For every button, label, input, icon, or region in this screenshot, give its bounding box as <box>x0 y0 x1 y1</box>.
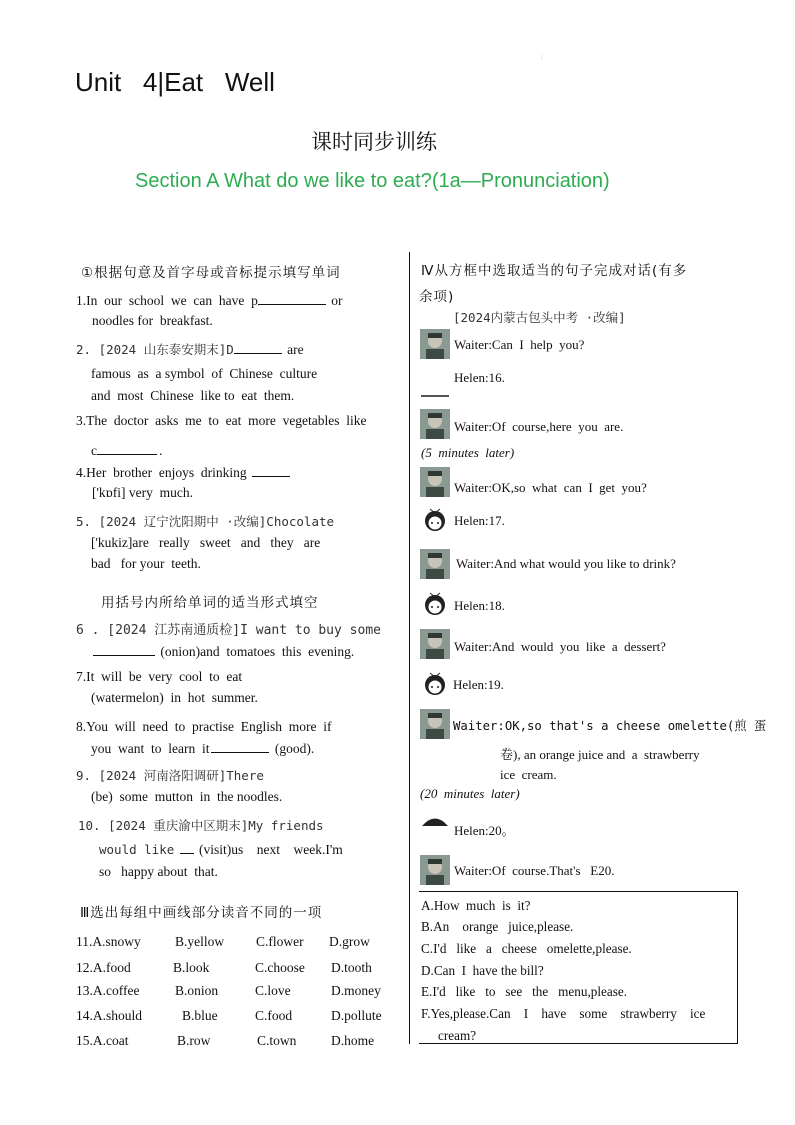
q1-line2: noodles for breakfast. <box>92 313 213 328</box>
q8-line2 <box>91 738 314 759</box>
q1-text: 1.In our school we can have p <box>76 293 258 308</box>
part4-heading: Ⅳ从方框中选取适当的句子完成对话(有多 <box>421 263 688 279</box>
choice-f: F.Yes,please.Can I have some strawberry ice <box>421 1006 706 1021</box>
choice-a: A.How much is it? <box>421 898 531 913</box>
waiter-avatar-icon <box>420 467 450 497</box>
choice-b: B.An orange juice,please. <box>421 919 574 934</box>
dialogue-13: Helen:20。 <box>454 823 515 838</box>
question-8: 8.You will need to practise English more if <box>76 719 332 734</box>
option-15d: D.home <box>331 1033 375 1048</box>
option-14b: B.blue <box>182 1008 218 1023</box>
q4-line2: ['kɒfi] very much. <box>92 485 193 500</box>
top-mark: : <box>541 53 543 61</box>
option-15a: 15.A.coat <box>76 1033 129 1048</box>
q9-line2: (be) some mutton in the noodles. <box>91 789 283 804</box>
q8-blank[interactable] <box>211 738 269 753</box>
q1-text-b: or <box>331 293 343 308</box>
part1-heading: ①根据句意及首字母或音标提示填写单词 <box>81 265 341 281</box>
option-15c: C.town <box>257 1033 297 1048</box>
question-2 <box>76 339 304 360</box>
choices-bottom-line <box>419 1043 738 1044</box>
q3-end: . <box>159 443 163 458</box>
waiter-avatar-icon <box>420 549 450 579</box>
q3-blank[interactable] <box>97 440 157 455</box>
waiter-avatar-icon <box>420 409 450 439</box>
question-9: 9. [2024 河南洛阳调研]There <box>76 768 264 783</box>
dialogue-9: Waiter:And would you like a dessert? <box>454 639 666 654</box>
option-12b: B.look <box>173 960 210 975</box>
q4-blank[interactable] <box>252 462 290 477</box>
option-12d: D.tooth <box>331 960 372 975</box>
choice-c: C.I'd like a cheese omelette,please. <box>421 941 632 956</box>
q2-text-b: are <box>287 342 304 357</box>
waiter-avatar-icon <box>420 855 450 885</box>
question-10: 10. [2024 重庆渝中区期末]My friends <box>78 818 324 833</box>
option-11c: C.flower <box>256 934 304 949</box>
girl-avatar-icon <box>420 669 450 699</box>
q10-line3: so happy about that. <box>99 864 218 879</box>
part4-heading-line2: 余项) <box>419 289 455 305</box>
q3-line2 <box>91 440 162 461</box>
dialogue-11: Waiter:OK,so that's a cheese omelette(煎 蛋 <box>453 719 767 733</box>
question-7: 7.It will be very cool to eat <box>76 669 243 684</box>
q4-text: 4.Her brother enjoys drinking <box>76 465 247 480</box>
part3-heading: Ⅲ选出每组中画线部分读音不同的一项 <box>80 905 323 921</box>
dialogue-3: Waiter:Of course,here you are. <box>454 419 624 434</box>
q8-text-b: you want to learn it <box>91 741 210 756</box>
waiter-avatar-icon <box>420 629 450 659</box>
option-11b: B.yellow <box>175 934 225 949</box>
section-title: Section A What do we like to eat?(1a—Pronunciation) <box>135 170 610 192</box>
choice-e: E.I'd like to see the menu,please. <box>421 984 627 999</box>
dialogue-1: Waiter:Can I help you? <box>454 337 585 352</box>
q2-text: 2. [2024 山东泰安期末]D <box>76 342 234 357</box>
option-13c: C.love <box>255 983 291 998</box>
column-divider <box>409 252 410 1044</box>
option-11a: 11.A.snowy <box>76 934 141 949</box>
q5-line3: bad for your teeth. <box>91 556 201 571</box>
option-15b: B.row <box>177 1033 211 1048</box>
q5-line2: ['kukiz]are really sweet and they are <box>91 535 321 550</box>
choice-d: D.Can I have the bill? <box>421 963 544 978</box>
unit-title: Unit 4|Eat Well <box>75 67 275 97</box>
option-12c: C.choose <box>255 960 305 975</box>
page-subtitle: 课时同步训练 <box>311 130 437 154</box>
girl-avatar-icon <box>420 505 450 535</box>
dialogue-11-line3: ice cream. <box>500 767 557 782</box>
q8-text-c: (good). <box>274 741 315 756</box>
choice-f-line2: cream? <box>438 1028 477 1043</box>
option-13b: B.onion <box>175 983 219 998</box>
option-11d: D.grow <box>329 934 370 949</box>
q3-letter: c <box>91 443 97 458</box>
q2-line2: famous as a symbol of Chinese culture <box>91 366 318 381</box>
option-14c: C.food <box>255 1008 293 1023</box>
q2-blank[interactable] <box>234 339 282 354</box>
q10-text-c: (visit)us next week.I'm <box>199 842 343 857</box>
q1-blank[interactable] <box>258 290 326 305</box>
option-12a: 12.A.food <box>76 960 131 975</box>
dialogue-6: Helen:17. <box>454 513 505 528</box>
dialogue-4: (5 minutes later) <box>421 445 515 460</box>
option-14a: 14.A.should <box>76 1008 143 1023</box>
q10-blank[interactable] <box>180 839 194 854</box>
q2-line3: and most Chinese like to eat them. <box>91 388 295 403</box>
q6-text-b: (onion)and tomatoes this evening. <box>160 644 355 659</box>
q10-line2 <box>99 839 343 860</box>
dialogue-8: Helen:18. <box>454 598 505 613</box>
option-13a: 13.A.coffee <box>76 983 140 998</box>
part4-source: [2024内蒙古包头中考 ·改编] <box>453 310 626 325</box>
part2-heading: 用括号内所给单词的适当形式填空 <box>101 595 319 611</box>
question-1 <box>76 290 342 311</box>
q7-line2: (watermelon) in hot summer. <box>91 690 258 705</box>
option-13d: D.money <box>331 983 381 998</box>
dialogue-11-line2: 卷), an orange juice and a strawberry <box>500 747 700 762</box>
question-6: 6 . [2024 江苏南通质检]I want to buy some <box>76 623 381 638</box>
dialogue-14: Waiter:Of course.That's E20. <box>454 863 615 878</box>
q6-blank[interactable] <box>93 641 155 656</box>
dialogue-12: (20 minutes later) <box>420 786 520 801</box>
waiter-avatar-icon <box>420 329 450 359</box>
dialogue-7: Waiter:And what would you like to drink? <box>456 556 676 571</box>
dialogue-10: Helen:19. <box>453 677 504 692</box>
waiter-avatar-icon <box>420 709 450 739</box>
girl-avatar-icon <box>420 811 450 826</box>
q6-line2 <box>93 641 354 662</box>
dialogue-2: Helen:16. <box>454 370 505 385</box>
small-mark <box>421 395 449 397</box>
question-4 <box>76 462 292 483</box>
option-14d: D.pollute <box>331 1008 382 1023</box>
question-3: 3.The doctor asks me to eat more vegetables like <box>76 413 367 428</box>
q10-text-b: would like <box>99 842 175 857</box>
dialogue-5: Waiter:OK,so what can I get you? <box>454 480 647 495</box>
girl-avatar-icon <box>420 589 450 619</box>
question-5: 5. [2024 辽宁沈阳期中 ·改编]Chocolate <box>76 514 335 529</box>
